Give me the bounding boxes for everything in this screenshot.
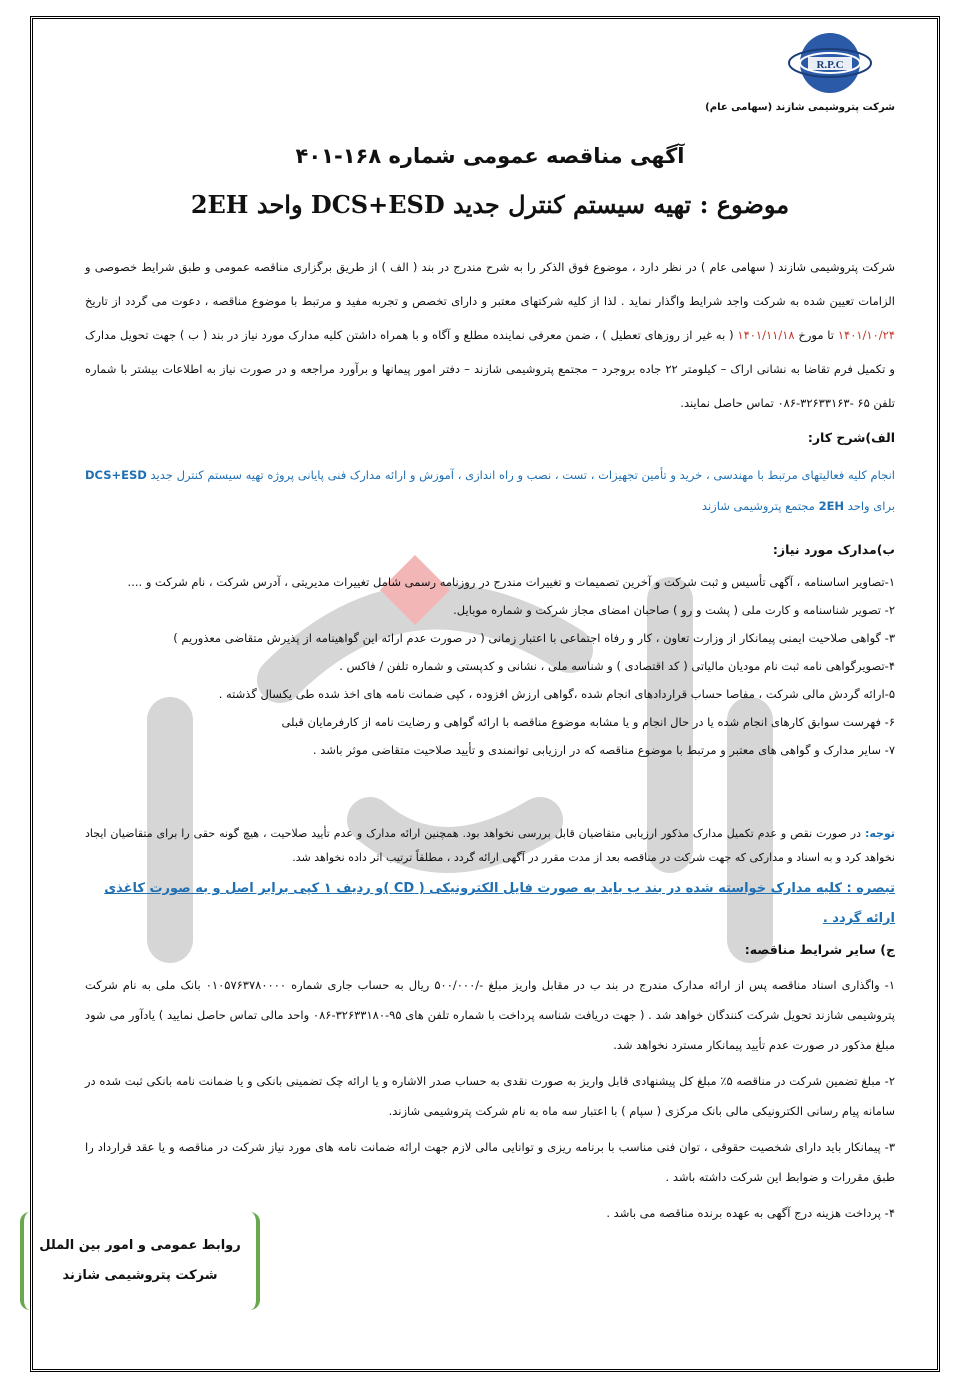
section-b-heading: ب)مدارک مورد نیاز: <box>772 542 895 557</box>
svg-text:R.P.C: R.P.C <box>816 59 844 71</box>
section-a-body: انجام کلیه فعالیتهای مرتبط با مهندسی ، خرید و تأمین تجهیزات ، تست ، نصب و راه اندازی ، آموزش و ارائه مدارک فنی پایانی پروژه تهیه سیستم کنترل جدید DCS+ESD برای واحد 2EH مجتمع پتروشیمی شازند <box>85 468 895 513</box>
company-caption: شرکت پتروشیمی شازند (سهامی عام) <box>705 102 895 113</box>
section-c-heading: ج) سایر شرایط مناقصه: <box>744 942 895 957</box>
intro-paragraph: شرکت پتروشیمی شازند ( سهامی عام ) در نظر دارد ، موضوع فوق الذکر را به شرح مندرج در بند ( الف ) از طریق برگزاری مناقصه عمومی و طبق شرایط خصوصی و الزامات تعیین شده به شرکت واجد شرایط واگذار نماید . لذا از کلیه شرکتهای معتبر و دارای تخصص و تجربه مفید و مرتبط با موضوع مناقصه ، دعوت می گردد از تاریخ ۱۴۰۱/۱۰/۲۴ تا مورخ ۱۴۰۱/۱۱/۱۸ ( به غیر از روزهای تعطیل ) ، ضمن معرفی نماینده مطلع و آگاه و با همراه داشتن کلیه مدارک مورد نیاز در بند ( ب ) جهت تحویل مدارک و تکمیل فرم تقاضا به نشانی اراک – کیلومتر ۲۲ جاده بروجرد – مجتمع پتروشیمی شازند – دفتر امور پیمانها و برآورد مراجعه و در صورت نیاز به اطلاعات بیشتر با شماره تلفن ۶۵ -۳۲۶۳۳۱۶۳-۰۸۶ تماس حاصل نمایند. <box>85 260 896 410</box>
company-logo <box>705 26 895 113</box>
list-item: ۴- پرداخت هزینه درج آگهی به عهده برنده مناقصه می باشد . <box>606 1206 895 1220</box>
other-conditions-list <box>85 970 895 1234</box>
note-label: توجه: <box>864 827 895 840</box>
signature-box <box>20 1212 260 1310</box>
list-item: ۱- واگذاری اسناد مناقصه پس از ارائه مدارک مندرج در بند ب در مقابل واریز مبلغ -/۵۰۰/۰۰۰ ریال به حساب جاری شماره ۰۱۰۵۷۶۳۷۸۰۰۰۰ بانک ملی به نام شرکت پتروشیمی شازند تحویل شرکت کنندگان خواهد شد . ( جهت دریافت شناسه پرداخت با شماره تلفن های ۹۵-۳۲۶۳۳۱۸۰-۰۸۶ واحد مالی تماس حاصل نمایید ) یادآور می شود مبلغ مذکور در صورت عدم تأیید پیمانکار مسترد نخواهد شد. <box>85 978 895 1052</box>
signature-line-2: شرکت پتروشیمی شازند <box>62 1268 218 1283</box>
list-item: ۳- پیمانکار باید دارای شخصیت حقوقی ، توان فنی مناسب با برنامه ریزی و توانایی مالی لازم جهت ارائه ضمانت نامه های مورد نیاز شرکت در مناقصه و یا عقد قرارداد را طبق مقررات و ضوابط این شرکت داشته باشد . <box>85 1140 895 1184</box>
globe-icon <box>788 26 872 100</box>
list-item: ۷- سایر مدارک و گواهی های معتبر و مرتبط با موضوع مناقصه که در ارزیابی توانمندی و تأیید صلاحیت متقاضی موثر باشد . <box>312 743 895 757</box>
date-from: ۱۴۰۱/۱۰/۲۴ <box>837 328 896 342</box>
list-item: ۲- مبلغ تضمین شرکت در مناقصه ۵٪ مبلغ کل پیشنهادی قابل واریز به صورت نقدی به حساب صدر الاشاره و یا ارائه چک تضمینی بانکی و یا ضمانت نامه بانکی ثبت شده در سامانه پیام رسانی الکترونیکی مالی بانک مرکزی ( سپام ) با اعتبار سه ماه به نام شرکت پتروشیمی شازند. <box>85 1074 895 1118</box>
list-item: ۲- تصویر شناسنامه و کارت ملی ( پشت و رو ) صاحبان امضای مجاز شرکت و شماره موبایل. <box>453 603 895 617</box>
list-item: ۱-تصاویر اساسنامه ، آگهی تأسیس و ثبت شرکت و آخرین تصمیمات و تغییرات مندرج در روزنامه رسمی شامل تغییرات مدیریتی ، آدرس شرکت ، نام شرکت و .... <box>127 575 895 589</box>
list-item: ۶- فهرست سوابق کارهای انجام شده یا در حال انجام و یا مشابه موضوع مناقصه با ارائه گواهی و رضایت نامه از کارفرمایان قبلی <box>281 715 895 729</box>
attention-note: توجه: در صورت نقص و عدم تکمیل مدارک مذکور ارزیابی متقاضیان قابل بررسی نخواهد بود. همچنین ارائه مدارک و عدم تأیید صلاحیت ، هیچ گونه حقی را برای متقاضیان ایجاد نخواهد کرد و به اسناد و مدارکی که جهت شرکت در مناقصه بعد از مدت مقرر در آگهی ارائه گردد ، مطلقاً ترتیب اثر داده نخواهد شد. <box>85 827 895 864</box>
list-item: ۳- گواهی صلاحیت ایمنی پیمانکار از وزارت تعاون ، کار و رفاه اجتماعی با اعتبار زمانی ( در صورت عدم ارائه این گواهینامه از پذیرش متقاضی معذوریم ) <box>173 631 895 645</box>
list-item: ۴-تصویرگواهی نامه ثبت نام مودیان مالیاتی ( کد اقتصادی ) و شناسه ملی ، نشانی و کدپستی و شماره تلفن / فاکس . <box>339 659 895 673</box>
list-item: ۵-ارائه گردش مالی شرکت ، مفاصا حساب قراردادهای انجام شده ،گواهی ارزش افزوده ، کپی ضمانت نامه های اخذ شده طی یکسال گذشته . <box>218 687 895 701</box>
tender-title: آگهی مناقصه عمومی شماره ۱۶۸-۴۰۱ <box>295 144 685 168</box>
date-to: ۱۴۰۱/۱۱/۱۸ <box>737 328 795 342</box>
section-a-heading: الف)شرح کار: <box>807 430 895 445</box>
tabsare-note: تبصره : کلیه مدارک خواسته شده در بند ب باید به صورت فایل الکترونیکی ( CD )و ردیف ۱ کپی برابر اصل و به صورت کاغذی ارائه گردد . <box>104 881 895 926</box>
required-documents-list <box>85 568 895 764</box>
signature-line-1: روابط عمومی و امور بین الملل <box>39 1238 241 1253</box>
tender-subject: موضوع : تهیه سیستم کنترل جدید DCS+ESD واحد 2EH <box>190 190 790 219</box>
